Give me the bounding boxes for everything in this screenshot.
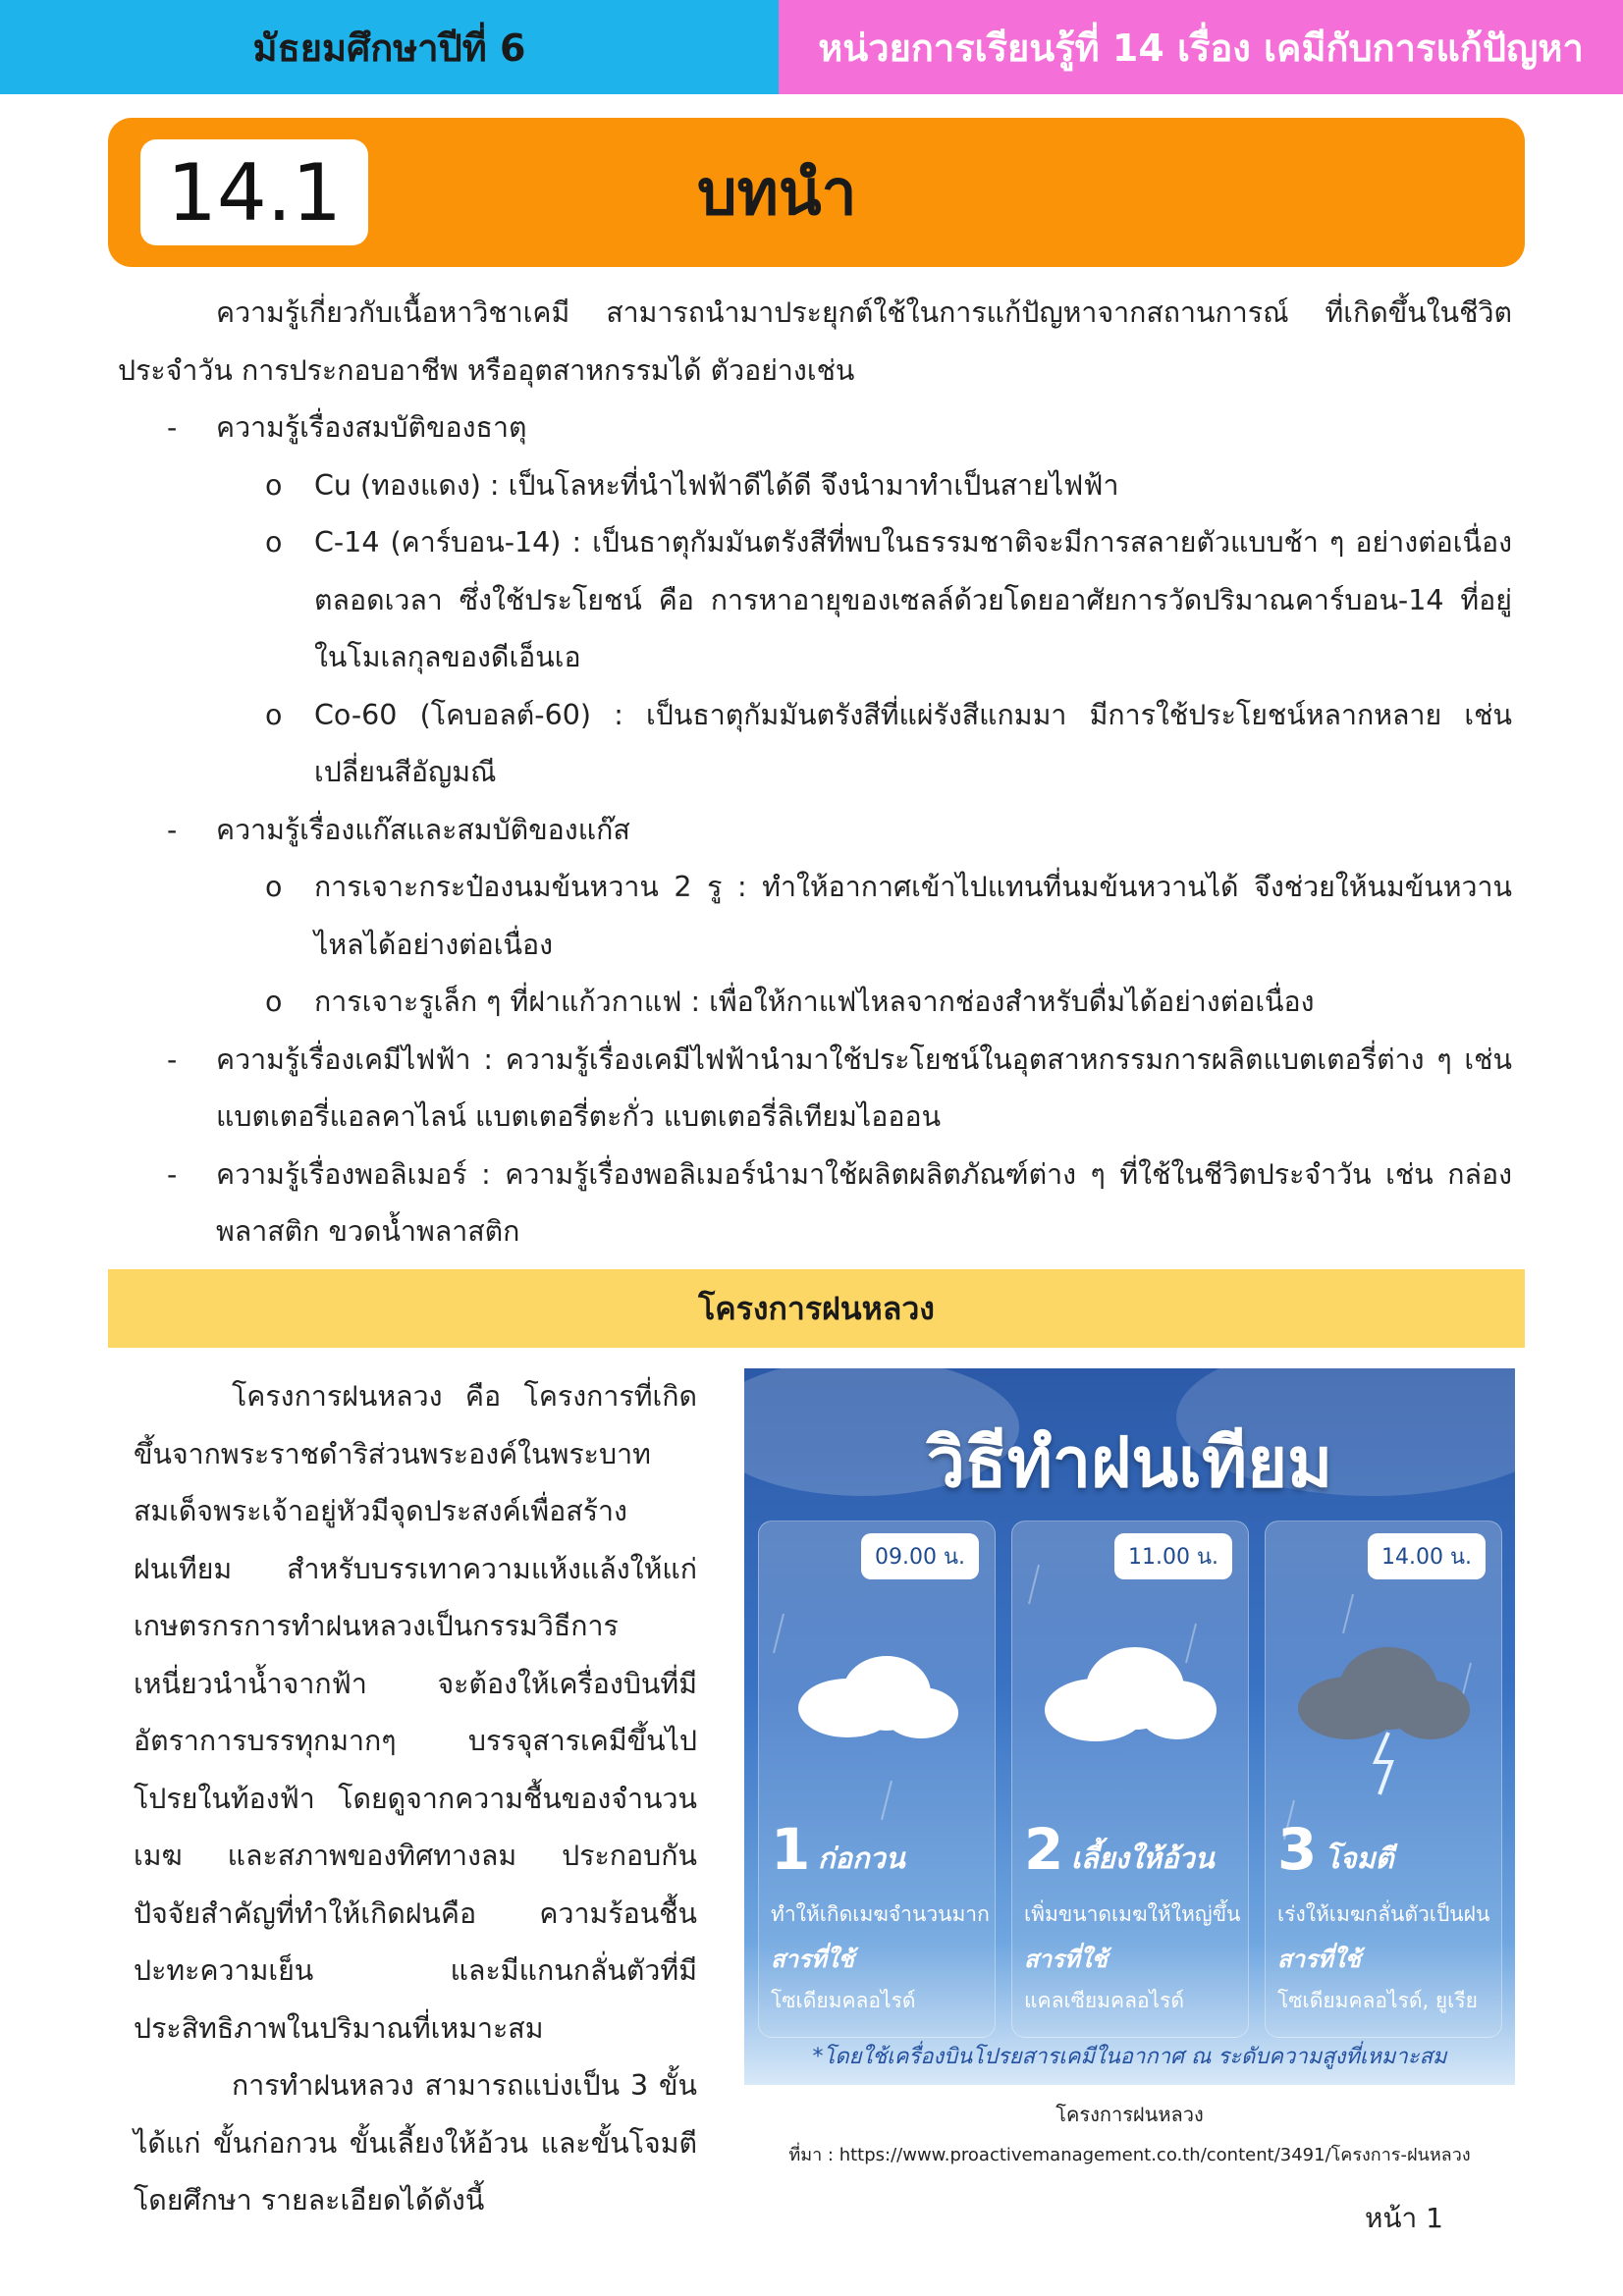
sub-text: C-14 (คาร์บอน-14) : เป็นธาตุกัมมันตรังสีที่พบในธรรมชาติจะมีการสลายตัวแบบช้า ๆ อย่างต่อเนื่องตลอดเวลา ซึ่งใช้ประโยชน์ คือ การหาอายุของเซลล์ด้วยโดยอาศัยการวัดปริมาณคาร์บอน-14 ที่อยู่ในโมเลกุลของดีเอ็นเอ (314, 526, 1512, 673)
royal-rain-text (134, 1368, 697, 2230)
page-number: หน้า 1 (1364, 2202, 1443, 2234)
royal-rain-heading-bar (108, 1269, 1525, 1348)
bullet-text: ความรู้เรื่องสมบัติของธาตุ (216, 411, 527, 444)
royal-rain-heading: โครงการฝนหลวง (698, 1289, 935, 1327)
step-number: 3 (1277, 1816, 1318, 1883)
time-badge: 14.00 น. (1368, 1533, 1486, 1579)
step-description: ทำให้เกิดเมฆจำนวนมาก (771, 1902, 990, 1926)
step-panel (1265, 1521, 1502, 2038)
circle-bullet-icon: o (265, 468, 283, 502)
infographic-title: วิธีทำฝนเทียม (926, 1422, 1333, 1503)
artificial-rain-infographic (744, 1368, 1515, 2085)
chemical-label: สารที่ใช้ (1277, 1946, 1361, 1973)
step-panel (1011, 1521, 1249, 2038)
cloud-icon (788, 1639, 965, 1757)
figure-caption: โครงการฝนหลวง (1055, 2103, 1204, 2126)
sub-list-item (118, 974, 1512, 1032)
circle-bullet-icon: o (265, 698, 283, 731)
dash-mark: - (167, 1157, 178, 1191)
dash-mark: - (167, 411, 178, 444)
bullet-text: ความรู้เรื่องเคมีไฟฟ้า : ความรู้เรื่องเคมีไฟฟ้านำมาใช้ประโยชน์ในอุตสาหกรรมการผลิตแบตเตอรี่ต่าง ๆ เช่น แบตเตอรี่แอลคาไลน์ แบตเตอรี่ตะกั่ว แบตเตอรี่ลิเทียมไอออน (216, 1042, 1512, 1133)
list-item (118, 802, 1512, 860)
infographic-footnote: *โดยใช้เครื่องบินโปรยสารเคมีในอากาศ ณ ระดับความสูงที่เหมาะสม (812, 2045, 1447, 2069)
section-number: 14.1 (140, 139, 368, 245)
circle-bullet-icon: o (265, 986, 283, 1018)
section-title: บทนำ (697, 157, 857, 230)
dash-mark: - (167, 1042, 178, 1076)
section-banner (108, 118, 1525, 267)
sub-list-item (118, 457, 1512, 515)
sub-text: Cu (ทองแดง) : เป็นโลหะที่นำไฟฟ้าดีได้ดี จึงนำมาทำเป็นสายไฟฟ้า (314, 468, 1119, 502)
royal-rain-paragraph-1: โครงการฝนหลวง คือ โครงการที่เกิดขึ้นจากพระราชดำริส่วนพระองค์ในพระบาทสมเด็จพระเจ้าอยู่หัวมีจุดประสงค์เพื่อสร้างฝนเทียม สำหรับบรรเทาความแห้งแล้งให้แก่เกษตรกรการทำฝนหลวงเป็นกรรมวิธีการเหนี่ยวนำน้ำจากฟ้า จะต้องให้เครื่องบินที่มีอัตราการบรรทุกมากๆ บรรจุสารเคมีขึ้นไปโปรยในท้องฟ้า โดยดูจากความชื้นของจำนวนเมฆ และสภาพของทิศทางลม ประกอบกัน ปัจจัยสำคัญที่ทำให้เกิดฝนคือ ความร้อนชื้นปะทะความเย็น และมีแกนกลั่นตัวที่มีประสิทธิภาพในปริมาณที่เหมาะสม (134, 1380, 697, 2045)
intro-paragraph: ความรู้เกี่ยวกับเนื้อหาวิชาเคมี สามารถนำมาประยุกต์ใช้ในการแก้ปัญหาจากสถานการณ์ ที่เกิดขึ้นในชีวิตประจำวัน การประกอบอาชีพ หรืออุตสาหกรรมได้ ตัวอย่างเช่น (118, 296, 1512, 387)
chemical-used: โซเดียมคลอไรด์ (771, 1989, 916, 2012)
sub-list-item (118, 687, 1512, 802)
chemical-used: แคลเซียมคลอไรด์ (1024, 1989, 1185, 2012)
header-unit: หน่วยการเรียนรู้ที่ 14 เรื่อง เคมีกับการแก้ปัญหา (818, 26, 1584, 70)
chemical-used: โซเดียมคลอไรด์, ยูเรีย (1277, 1989, 1478, 2012)
step-name: โจมตี (1325, 1842, 1394, 1875)
sub-text: การเจาะกระป๋องนมข้นหวาน 2 รู : ทำให้อากาศเข้าไปแทนที่นมข้นหวานได้ จึงช่วยให้นมข้นหวานไหลได้อย่างต่อเนื่อง (314, 871, 1512, 961)
header-grade-bar (0, 0, 779, 94)
sub-list-item (118, 859, 1512, 974)
step-description: เพิ่มขนาดเมฆให้ใหญ่ขึ้น (1024, 1902, 1241, 1926)
figure-source: ที่มา : https://www.proactivemanagement.co.th/content/3491/โครงการ-ฝนหลวง (788, 2145, 1471, 2165)
dash-mark: - (167, 813, 178, 846)
step-panel (758, 1521, 996, 2038)
circle-bullet-icon: o (265, 871, 283, 903)
sub-list-item (118, 514, 1512, 687)
time-badge: 11.00 น. (1114, 1533, 1232, 1579)
sub-text: การเจาะรูเล็ก ๆ ที่ฝาแก้วกาแฟ : เพื่อให้กาแฟไหลจากช่องสำหรับดื่มได้อย่างต่อเนื่อง (314, 986, 1315, 1018)
circle-bullet-icon: o (265, 526, 283, 559)
time-badge: 09.00 น. (861, 1533, 979, 1579)
header-grade: มัธยมศึกษาปีที่ 6 (252, 26, 526, 70)
list-item (118, 1032, 1512, 1147)
bullet-text: ความรู้เรื่องแก๊สและสมบัติของแก๊ส (216, 813, 630, 846)
list-item (118, 400, 1512, 457)
step-number: 2 (1024, 1816, 1064, 1883)
header-unit-bar (779, 0, 1623, 94)
intro-content (118, 285, 1512, 1261)
bullet-text: ความรู้เรื่องพอลิเมอร์ : ความรู้เรื่องพอลิเมอร์นำมาใช้ผลิตผลิตภัณฑ์ต่าง ๆ ที่ใช้ในชีวิตประจำวัน เช่น กล่องพลาสติก ขวดน้ำพลาสติก (216, 1157, 1512, 1248)
step-name: ก่อกวน (818, 1842, 905, 1875)
step-description: เร่งให้เมฆกลั่นตัวเป็นฝน (1277, 1902, 1490, 1926)
step-number: 1 (771, 1816, 811, 1883)
chemical-label: สารที่ใช้ (771, 1946, 854, 1973)
cloud-icon (1042, 1639, 1218, 1757)
storm-cloud-icon (1295, 1639, 1472, 1796)
royal-rain-paragraph-2: การทำฝนหลวง สามารถแบ่งเป็น 3 ขั้น ได้แก่ ขั้นก่อกวน ขั้นเลี้ยงให้อ้วน และขั้นโจมตี โดยศึกษา รายละเอียดได้ดังนี้ (134, 2069, 697, 2216)
list-item (118, 1147, 1512, 1261)
sub-text: Co-60 (โคบอลต์-60) : เป็นธาตุกัมมันตรังสีที่แผ่รังสีแกมมา มีการใช้ประโยชน์หลากหลาย เช่น เปลี่ยนสีอัญมณี (314, 698, 1512, 788)
chemical-label: สารที่ใช้ (1024, 1946, 1108, 1973)
step-name: เลี้ยงให้อ้วน (1071, 1842, 1215, 1875)
